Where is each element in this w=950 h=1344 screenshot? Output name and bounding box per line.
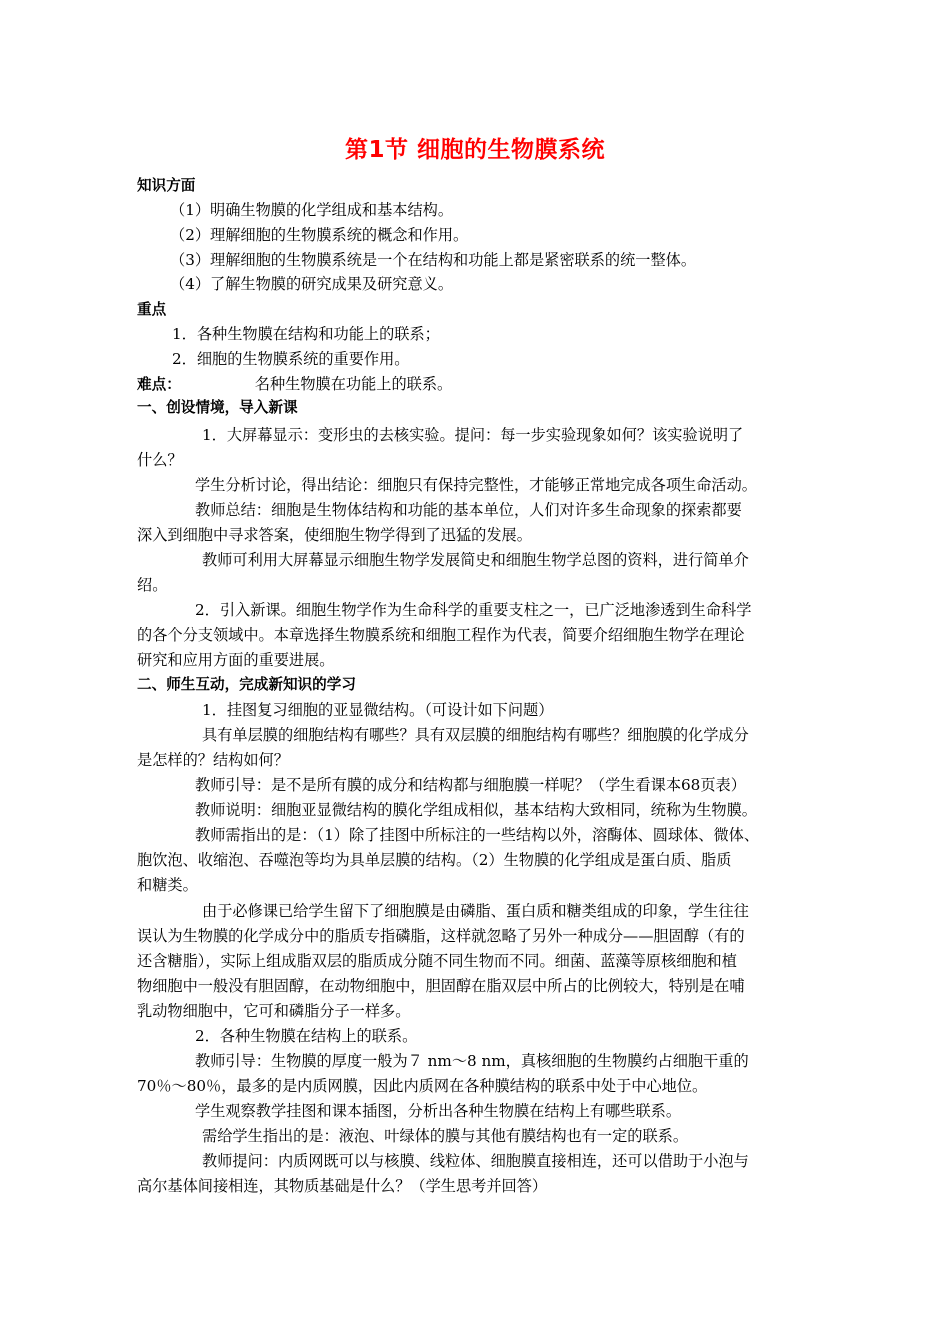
section1-line: 深入到细胞中寻求答案，使细胞生物学得到了迅猛的发展。 <box>137 526 532 544</box>
section2-line: 乳动物细胞中，它可和磷脂分子一样多。 <box>137 1002 411 1020</box>
difficulty-row <box>137 372 452 398</box>
section1-line: 学生分析讨论，得出结论：细胞只有保持完整性，才能够正常地完成各项生命活动。 <box>195 476 757 494</box>
key-point-1: 1．各种生物膜在结构和功能上的联系； <box>172 325 440 343</box>
key-points-heading: 重点 <box>137 301 167 318</box>
difficulty-text: 名种生物膜在功能上的联系。 <box>254 375 453 393</box>
section2-line: 2．各种生物膜在结构上的联系。 <box>195 1027 418 1045</box>
section2-line: 70％～80％，最多的是内质网膜，因此内质网在各种膜结构的联系中处于中心地位。 <box>137 1077 708 1095</box>
section1-line: 1．大屏幕显示：变形虫的去核实验。提问：每一步实验现象如何？该实验说明了 <box>202 426 744 444</box>
section2-line: 学生观察教学挂图和课本插图，分析出各种生物膜在结构上有哪些联系。 <box>195 1102 681 1120</box>
section2-line: 教师引导：生物膜的厚度一般为７ nm～8 nm，真核细胞的生物膜约占细胞干重的 <box>195 1052 749 1070</box>
knowledge-item-2: （2）理解细胞的生物膜系统的概念和作用。 <box>170 226 469 244</box>
section2-line: 物细胞中一般没有胆固醇，在动物细胞中，胆固醇在脂双层中所占的比例较大，特别是在哺 <box>137 977 745 995</box>
section2-line: 由于必修课已给学生留下了细胞膜是由磷脂、蛋白质和糖类组成的印象，学生往往 <box>202 902 749 920</box>
section2-line: 具有单层膜的细胞结构有哪些？具有双层膜的细胞结构有哪些？细胞膜的化学成分 <box>202 726 749 744</box>
section1-line: 教师可利用大屏幕显示细胞生物学发展简史和细胞生物学总图的资料，进行简单介 <box>202 551 749 569</box>
knowledge-item-1: （1）明确生物膜的化学组成和基本结构。 <box>170 201 454 219</box>
section1-line: 研究和应用方面的重要进展。 <box>137 651 335 669</box>
section1-heading: 一、创设情境，导入新课 <box>137 399 298 416</box>
section2-line: 教师需指出的是：（1）除了挂图中所标注的一些结构以外，溶酶体、圆球体、微体、 <box>195 826 760 844</box>
key-point-2: 2．细胞的生物膜系统的重要作用。 <box>172 350 410 368</box>
section2-line: 教师提问：内质网既可以与核膜、线粒体、细胞膜直接相连，还可以借助于小泡与 <box>202 1152 749 1170</box>
section1-line: 什么？ <box>137 451 183 469</box>
knowledge-item-3: （3）理解细胞的生物膜系统是一个在结构和功能上都是紧密联系的统一整体。 <box>170 251 697 269</box>
section2-line: 胞饮泡、收缩泡、吞噬泡等均为具单层膜的结构。（2）生物膜的化学组成是蛋白质、脂质 <box>137 851 732 869</box>
section1-line: 教师总结：细胞是生物体结构和功能的基本单位，人们对许多生命现象的探索都要 <box>195 501 742 519</box>
section2-line: 高尔基体间接相连，其物质基础是什么？（学生思考并回答） <box>137 1177 548 1195</box>
section1-line: 绍。 <box>137 576 168 594</box>
section2-line: 误认为生物膜的化学成分中的脂质专指磷脂，这样就忽略了另外一种成分——胆固醇（有的 <box>137 927 745 945</box>
page-title: 第1节 细胞的生物膜系统 <box>344 137 605 163</box>
section2-line: 1．挂图复习细胞的亚显微结构。（可设计如下问题） <box>202 701 554 719</box>
section2-line: 和糖类。 <box>137 876 198 894</box>
section2-line: 教师引导：是不是所有膜的成分和结构都与细胞膜一样呢？（学生看课本68页表） <box>195 776 746 794</box>
section2-heading: 二、师生互动，完成新知识的学习 <box>137 676 356 693</box>
difficulty-heading: 难点： <box>137 376 181 393</box>
section1-line: 2．引入新课。细胞生物学作为生命科学的重要支柱之一，已广泛地渗透到生命科学 <box>195 601 752 619</box>
section2-line: 还含糖脂），实际上组成脂双层的脂质成分随不同生物而不同。细菌、蓝藻等原核细胞和植 <box>137 952 737 970</box>
knowledge-heading: 知识方面 <box>137 177 196 194</box>
section2-line: 教师说明：细胞亚显微结构的膜化学组成相似，基本结构大致相同，统称为生物膜。 <box>195 801 757 819</box>
section2-line: 是怎样的？结构如何？ <box>137 751 289 769</box>
section1-line: 的各个分支领域中。本章选择生物膜系统和细胞工程作为代表，简要介绍细胞生物学在理论 <box>137 626 745 644</box>
section2-line: 需给学生指出的是：液泡、叶绿体的膜与其他有膜结构也有一定的联系。 <box>202 1127 688 1145</box>
knowledge-item-4: （4）了解生物膜的研究成果及研究意义。 <box>170 275 454 293</box>
